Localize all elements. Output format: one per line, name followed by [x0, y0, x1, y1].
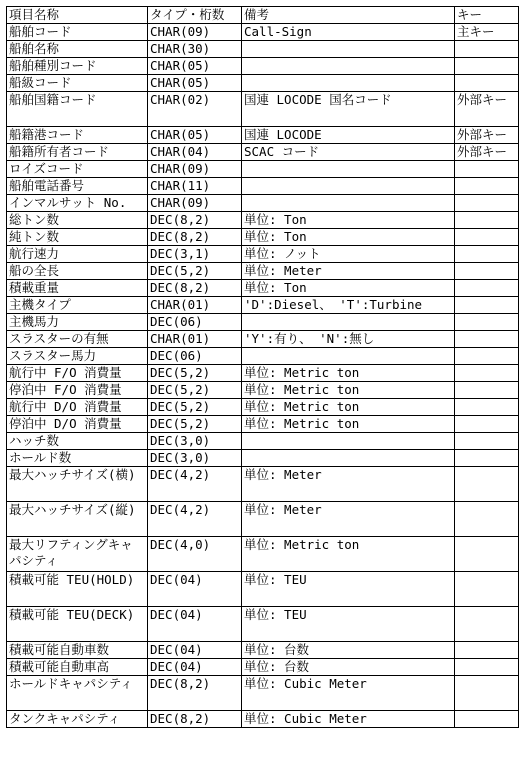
cell-type-digits: DEC(04): [148, 659, 242, 676]
cell-item-name: 最大リフティングキャパシティ: [7, 537, 148, 572]
cell-type-digits: DEC(5,2): [148, 399, 242, 416]
cell-item-name: 最大ハッチサイズ(横): [7, 467, 148, 502]
cell-key: [455, 263, 519, 280]
cell-item-name: インマルサット No.: [7, 195, 148, 212]
cell-remarks: 単位: Metric ton: [242, 416, 455, 433]
cell-type-digits: CHAR(09): [148, 195, 242, 212]
cell-remarks: [242, 195, 455, 212]
cell-key: [455, 178, 519, 195]
cell-item-name: 船舶種別コード: [7, 58, 148, 75]
cell-type-digits: CHAR(01): [148, 331, 242, 348]
cell-remarks: 単位: Ton: [242, 229, 455, 246]
cell-key: [455, 41, 519, 58]
cell-key: [455, 229, 519, 246]
cell-remarks: [242, 41, 455, 58]
cell-item-name: 積載重量: [7, 280, 148, 297]
cell-remarks: 単位: Meter: [242, 467, 455, 502]
cell-item-name: 主機馬力: [7, 314, 148, 331]
cell-type-digits: DEC(4,2): [148, 467, 242, 502]
cell-remarks: 単位: Cubic Meter: [242, 676, 455, 711]
table-row: [7, 331, 519, 348]
cell-key: [455, 348, 519, 365]
cell-key: [455, 607, 519, 642]
cell-type-digits: DEC(8,2): [148, 212, 242, 229]
table-row: [7, 572, 519, 607]
cell-key: [455, 467, 519, 502]
cell-key: [455, 711, 519, 728]
table-row: [7, 263, 519, 280]
cell-type-digits: DEC(5,2): [148, 365, 242, 382]
cell-remarks: 単位: Metric ton: [242, 382, 455, 399]
cell-type-digits: DEC(3,0): [148, 450, 242, 467]
cell-key: [455, 382, 519, 399]
cell-type-digits: CHAR(04): [148, 144, 242, 161]
cell-item-name: 積載可能 TEU(HOLD): [7, 572, 148, 607]
cell-item-name: 停泊中 F/O 消費量: [7, 382, 148, 399]
cell-key: [455, 416, 519, 433]
table-row: [7, 348, 519, 365]
cell-type-digits: DEC(04): [148, 572, 242, 607]
cell-remarks: [242, 58, 455, 75]
cell-item-name: タンクキャパシティ: [7, 711, 148, 728]
cell-remarks: Call-Sign: [242, 24, 455, 41]
cell-key: [455, 246, 519, 263]
cell-key: [455, 433, 519, 450]
header-item-name: 項目名称: [7, 7, 148, 24]
cell-item-name: ロイズコード: [7, 161, 148, 178]
table-row: [7, 195, 519, 212]
cell-remarks: [242, 75, 455, 92]
cell-item-name: 船籍所有者コード: [7, 144, 148, 161]
cell-remarks: [242, 433, 455, 450]
cell-type-digits: DEC(8,2): [148, 711, 242, 728]
cell-item-name: ハッチ数: [7, 433, 148, 450]
cell-key: 外部キー: [455, 127, 519, 144]
cell-item-name: 主機タイプ: [7, 297, 148, 314]
table-row: [7, 178, 519, 195]
cell-remarks: 単位: Ton: [242, 212, 455, 229]
cell-remarks: SCAC コード: [242, 144, 455, 161]
cell-item-name: 積載可能 TEU(DECK): [7, 607, 148, 642]
cell-item-name: 船舶国籍コード: [7, 92, 148, 127]
table-row: [7, 607, 519, 642]
table-row: [7, 212, 519, 229]
cell-remarks: 単位: 台数: [242, 642, 455, 659]
cell-type-digits: DEC(06): [148, 314, 242, 331]
table-row: [7, 433, 519, 450]
table-row: [7, 467, 519, 502]
cell-type-digits: DEC(06): [148, 348, 242, 365]
cell-key: [455, 572, 519, 607]
cell-key: [455, 399, 519, 416]
table-row: [7, 246, 519, 263]
cell-remarks: 単位: TEU: [242, 607, 455, 642]
cell-remarks: 単位: TEU: [242, 572, 455, 607]
cell-remarks: [242, 161, 455, 178]
cell-remarks: 'Y':有り、 'N':無し: [242, 331, 455, 348]
cell-type-digits: DEC(04): [148, 642, 242, 659]
cell-remarks: 国連 LOCODE: [242, 127, 455, 144]
cell-type-digits: CHAR(09): [148, 24, 242, 41]
cell-key: [455, 195, 519, 212]
cell-key: [455, 659, 519, 676]
cell-type-digits: CHAR(09): [148, 161, 242, 178]
cell-item-name: スラスター馬力: [7, 348, 148, 365]
cell-remarks: [242, 450, 455, 467]
table-row: [7, 280, 519, 297]
cell-type-digits: DEC(8,2): [148, 280, 242, 297]
cell-key: [455, 58, 519, 75]
cell-remarks: 'D':Diesel、 'T':Turbine: [242, 297, 455, 314]
cell-item-name: 航行中 F/O 消費量: [7, 365, 148, 382]
cell-item-name: 船舶名称: [7, 41, 148, 58]
cell-type-digits: DEC(8,2): [148, 676, 242, 711]
cell-type-digits: CHAR(05): [148, 75, 242, 92]
cell-remarks: 単位: Cubic Meter: [242, 711, 455, 728]
table-row: [7, 676, 519, 711]
cell-remarks: 単位: Meter: [242, 502, 455, 537]
cell-item-name: スラスターの有無: [7, 331, 148, 348]
cell-key: [455, 75, 519, 92]
table-body: [7, 24, 519, 728]
cell-type-digits: DEC(4,2): [148, 502, 242, 537]
cell-remarks: [242, 314, 455, 331]
cell-key: 外部キー: [455, 92, 519, 127]
cell-item-name: 船舶電話番号: [7, 178, 148, 195]
cell-item-name: 積載可能自動車高: [7, 659, 148, 676]
cell-type-digits: DEC(8,2): [148, 229, 242, 246]
table-row: [7, 297, 519, 314]
cell-item-name: 船舶コード: [7, 24, 148, 41]
cell-remarks: 単位: ノット: [242, 246, 455, 263]
cell-remarks: 単位: Metric ton: [242, 365, 455, 382]
cell-key: [455, 676, 519, 711]
cell-key: 主キー: [455, 24, 519, 41]
cell-type-digits: DEC(3,0): [148, 433, 242, 450]
cell-key: [455, 212, 519, 229]
cell-type-digits: DEC(04): [148, 607, 242, 642]
table-row: [7, 450, 519, 467]
cell-key: [455, 280, 519, 297]
table-row: [7, 24, 519, 41]
cell-remarks: [242, 178, 455, 195]
cell-type-digits: DEC(4,0): [148, 537, 242, 572]
table-row: [7, 537, 519, 572]
cell-key: [455, 537, 519, 572]
cell-type-digits: DEC(3,1): [148, 246, 242, 263]
cell-type-digits: DEC(5,2): [148, 263, 242, 280]
table-row: [7, 416, 519, 433]
cell-type-digits: CHAR(30): [148, 41, 242, 58]
table-row: [7, 144, 519, 161]
header-type-digits: タイプ・桁数: [148, 7, 242, 24]
table-row: [7, 399, 519, 416]
cell-key: [455, 297, 519, 314]
ship-spec-table: [6, 6, 519, 728]
cell-key: [455, 331, 519, 348]
table-row: [7, 314, 519, 331]
cell-item-name: 積載可能自動車数: [7, 642, 148, 659]
cell-remarks: [242, 348, 455, 365]
cell-item-name: ホールド数: [7, 450, 148, 467]
cell-item-name: 航行速力: [7, 246, 148, 263]
cell-remarks: 単位: 台数: [242, 659, 455, 676]
cell-type-digits: DEC(5,2): [148, 382, 242, 399]
table-row: [7, 127, 519, 144]
table-row: [7, 92, 519, 127]
cell-key: [455, 314, 519, 331]
cell-remarks: 単位: Metric ton: [242, 537, 455, 572]
header-key: キー: [455, 7, 519, 24]
cell-remarks: 単位: Meter: [242, 263, 455, 280]
table-row: [7, 502, 519, 537]
cell-item-name: ホールドキャパシティ: [7, 676, 148, 711]
cell-item-name: 純トン数: [7, 229, 148, 246]
cell-type-digits: CHAR(11): [148, 178, 242, 195]
cell-item-name: 停泊中 D/O 消費量: [7, 416, 148, 433]
table-row: [7, 161, 519, 178]
cell-item-name: 船の全長: [7, 263, 148, 280]
cell-item-name: 船級コード: [7, 75, 148, 92]
cell-key: [455, 502, 519, 537]
cell-remarks: 国連 LOCODE 国名コード: [242, 92, 455, 127]
table-row: [7, 75, 519, 92]
cell-item-name: 船籍港コード: [7, 127, 148, 144]
cell-key: [455, 642, 519, 659]
cell-remarks: 単位: Metric ton: [242, 399, 455, 416]
table-row: [7, 58, 519, 75]
table-row: [7, 659, 519, 676]
cell-item-name: 最大ハッチサイズ(縦): [7, 502, 148, 537]
cell-item-name: 総トン数: [7, 212, 148, 229]
table-row: [7, 382, 519, 399]
table-row: [7, 711, 519, 728]
cell-item-name: 航行中 D/O 消費量: [7, 399, 148, 416]
cell-type-digits: CHAR(05): [148, 58, 242, 75]
cell-type-digits: CHAR(01): [148, 297, 242, 314]
table-row: [7, 642, 519, 659]
cell-key: [455, 365, 519, 382]
cell-key: 外部キー: [455, 144, 519, 161]
cell-type-digits: DEC(5,2): [148, 416, 242, 433]
cell-remarks: 単位: Ton: [242, 280, 455, 297]
table-row: [7, 365, 519, 382]
table-row: [7, 41, 519, 58]
table-row: [7, 229, 519, 246]
header-remarks: 備考: [242, 7, 455, 24]
cell-key: [455, 161, 519, 178]
cell-type-digits: CHAR(02): [148, 92, 242, 127]
table-header-row: [7, 7, 519, 24]
cell-key: [455, 450, 519, 467]
cell-type-digits: CHAR(05): [148, 127, 242, 144]
